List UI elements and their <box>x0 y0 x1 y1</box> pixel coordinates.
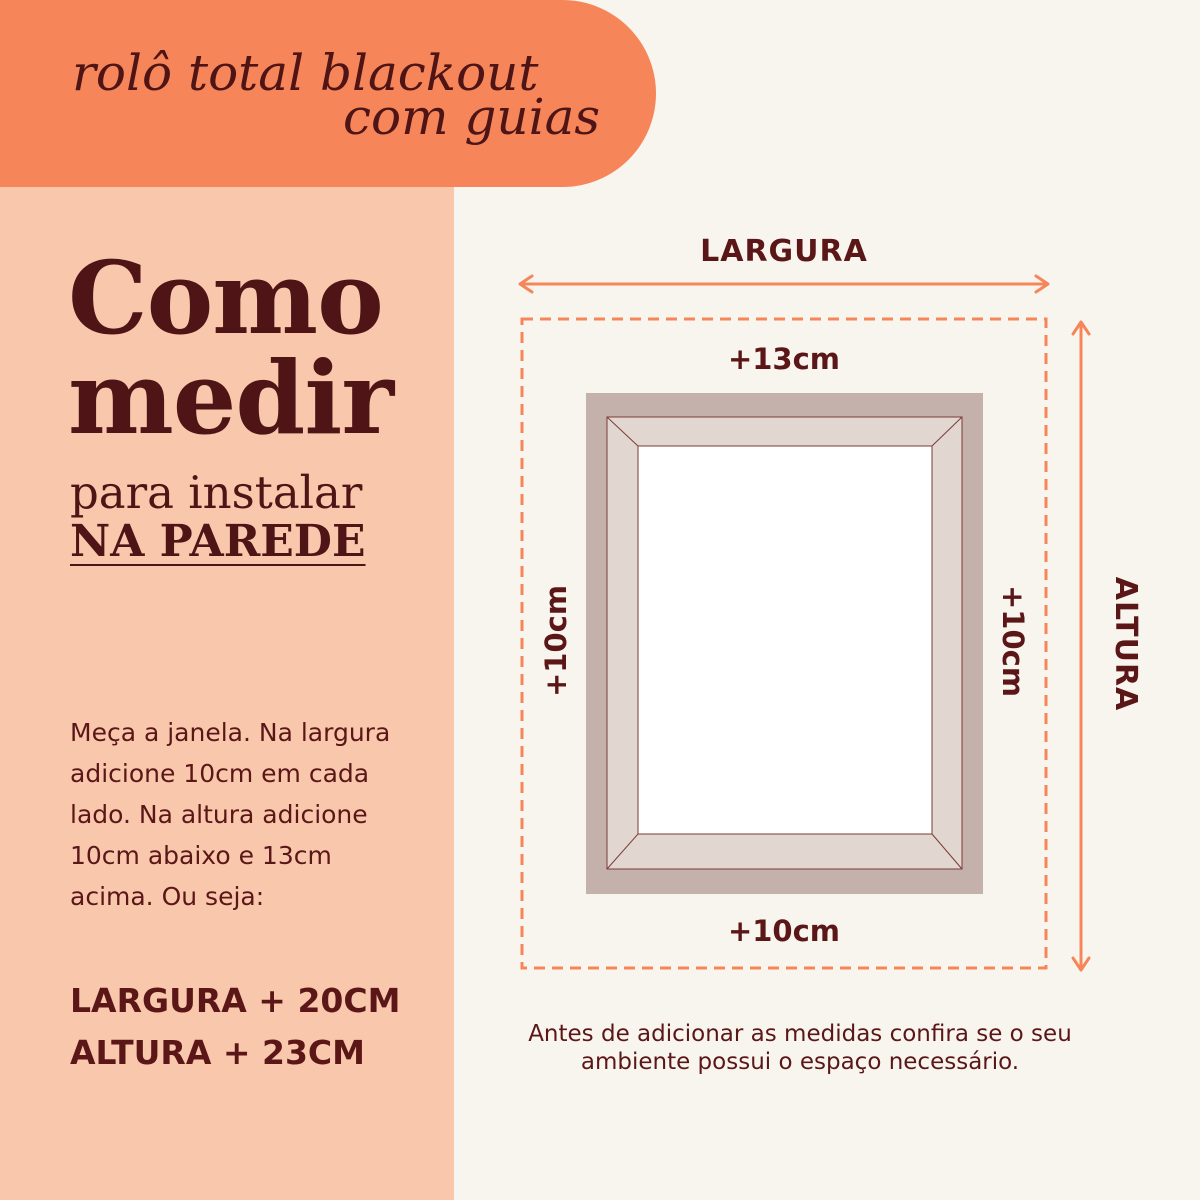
height-arrow <box>1073 322 1089 970</box>
top-margin-label: +13cm <box>727 342 841 376</box>
width-arrow <box>520 276 1048 292</box>
height-formula: ALTURA + 23CM <box>70 1033 365 1072</box>
width-label: LARGURA <box>700 234 868 269</box>
main-title-line1: Como <box>68 239 383 357</box>
main-title-line2: medir <box>68 339 394 457</box>
subtitle-emphasis: NA PAREDE <box>70 516 366 567</box>
width-formula: LARGURA + 20CM <box>70 981 401 1020</box>
right-margin-label: +10cm <box>996 584 1030 698</box>
height-label: ALTURA <box>1108 576 1143 712</box>
subtitle: para instalar <box>70 466 363 519</box>
window-frame <box>586 393 983 894</box>
header-title-line2: com guias <box>343 88 601 146</box>
header-title-line1: rolô total blackout <box>72 44 539 102</box>
left-margin-label: +10cm <box>539 584 573 698</box>
bottom-margin-label: +10cm <box>727 914 841 948</box>
instructions-text: Meça a janela. Na largura adicione 10cm em cada lado. Na altura adicione 10cm abaixo e 13cm acima. Ou seja: <box>70 718 391 911</box>
footnote: Antes de adicionar as medidas confira se o seu ambiente possui o espaço necessário. <box>528 1021 1072 1075</box>
